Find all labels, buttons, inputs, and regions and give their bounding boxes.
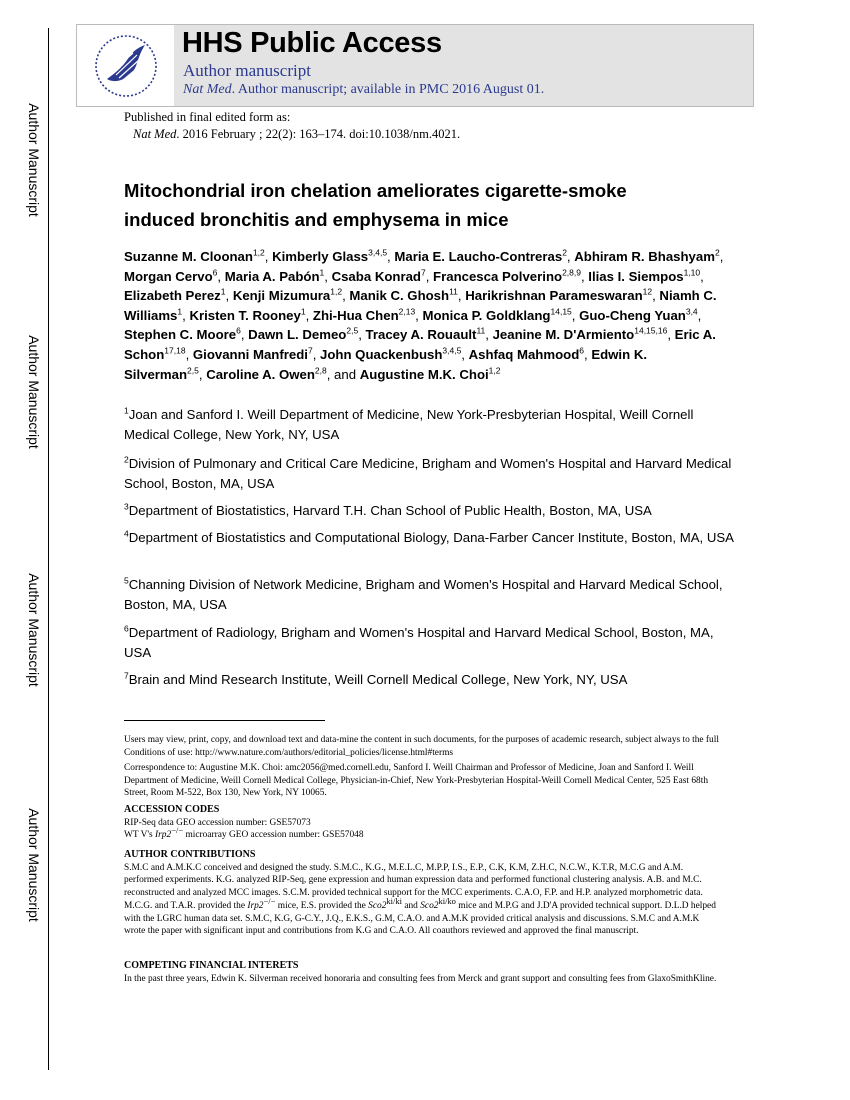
author-manuscript-label: Author manuscript — [183, 61, 311, 80]
author-affiliation-ref: 2 — [714, 247, 720, 258]
pmc-availability: Nat Med. Author manuscript; available in PMC 2016 August 01. — [183, 82, 545, 97]
footnote-divider — [124, 720, 325, 721]
author-affiliation-ref: 2 — [562, 247, 567, 258]
author-name: Niamh C. Williams — [124, 288, 717, 323]
author-affiliation-ref: 11 — [449, 286, 458, 297]
author-name: Abhiram R. Bhashyam — [574, 249, 715, 264]
author-affiliation-ref: 1 — [220, 286, 226, 297]
sidebar-label: Author Manuscript — [26, 335, 43, 449]
author-name: Morgan Cervo — [124, 268, 213, 284]
author-affiliation-ref: 17,18 — [164, 345, 186, 356]
affiliation-number: 1 — [124, 405, 129, 416]
author-affiliation-ref: 1 — [177, 306, 183, 317]
author-affiliation-ref: 1,2 — [252, 247, 265, 258]
author-name: Monica P. Goldklang — [422, 307, 551, 323]
author-name: Francesca Polverino — [433, 268, 563, 284]
published-info: Published in final edited form as: Nat Med. 2016 February ; 22(2): 163–174. doi:10.1038/nm.4021. — [124, 110, 461, 141]
author-affiliation-ref: 1 — [319, 267, 325, 278]
author-name: Tracey A. Rouault — [365, 327, 477, 343]
author-affiliation-ref: 7 — [420, 267, 426, 278]
competing-interests: COMPETING FINANCIAL INTERETS In the past three years, Edwin K. Silverman received honoraria and consulting fees from Merck and grant support and consulting fees from GlaxoSmithKline. — [124, 960, 717, 984]
author-affiliation-ref: 6 — [236, 325, 241, 336]
author-name: Kimberly Glass — [272, 249, 369, 264]
author-affiliation-ref: 2,13 — [398, 306, 416, 317]
author-affiliation-ref: 2,8 — [314, 365, 327, 376]
author-affiliation-ref: 11 — [476, 325, 486, 336]
author-contributions: AUTHOR CONTRIBUTIONS S.M.C and A.M.K.C conceived and designed the study. S.M.C., K.G., M.E.L.C, M.P.P, I.S., E.P., C.K, K.M, Z.H.C, N.C.W., K.T.R, M.C.G and A.M. performed experiments. K.G. analyzed RIP-Seq, gene expression and human expression data and performed functional clustering analysis. A.B. and M.C. reconstructed and analyzed MCC images. S.C.M. provided technical support for the MCC experiments. C.A.O, F.P. and H.P. analyzed morphometric data. M.C.G. and T.A.R. provided the Irp2−/− mice, E.S. provided the $Sco2^{ki/ki}$ and $Sco2^{ki/ko}$ mice and M.P.G and J.D'A provided technical support. D.L.D helped with the LGRC human data set. S.M.C, K.G, G-C.Y., J.Q., E.K.S., G.M, C.A.O. and A.M.K provided critical analysis and discussions. S.M.C and A.M.K wrote the paper with significant input and contributions from K.G and C.A.O. All coauthors reviewed and approved the final manuscript. — [124, 849, 716, 937]
author-affiliation-ref: 3,4,5 — [368, 247, 388, 258]
affiliation-number: 3 — [124, 501, 129, 512]
author-list: Suzanne M. Cloonan$^{1,2}$, Kimberly Glass$^{3,4,5}$, Maria E. Laucho-Contreras$^2$, Abhiram R. Bhashyam$^2$, Morgan Cervo$^6$, Maria A. Pabón$^1$, Csaba Konrad$^7$, Francesca Polverino$^{2,8,9}$, Ilias I. Siempos$^{1,10}$, Elizabeth Perez$^1$, Kenji Mizumura$^{1,2}$, Manik C. Ghosh$^{11}$, Harikrishnan Parameswaran$^{12}$, Niamh C. Williams$^1$, Kristen T. Rooney$^1$, Zhi-Hua Chen$^{2,13}$, Monica P. Goldklang$^{14,15}$, Guo-Cheng Yuan$^{3,4}$, Stephen C. Moore$^6$, Dawn L. Demeo$^{2,5}$, Tracey A. Rouault$^{11}$, Jeanine M. D'Armiento$^{14,15,16}$, Eric A. Schon$^{17,18}$, Giovanni Manfredi$^7$, John Quackenbush$^{3,4,5}$, Ashfaq Mahmood$^6$, Edwin K. Silverman$^{2,5}$, Caroline A. Owen$^{2,8}$, and Augustine M.K. Choi$^{1,2}$ — [124, 247, 724, 382]
author-affiliation-ref: 2,5 — [346, 325, 359, 336]
author-name: Suzanne M. Cloonan — [124, 249, 253, 264]
author-affiliation-ref: 3,4 — [685, 306, 698, 317]
author-name: Kenji Mizumura — [232, 288, 331, 304]
hhs-title: HHS Public Access — [182, 27, 442, 59]
affiliation — [124, 501, 734, 521]
affiliation-text: Department of Biostatistics and Computational Biology, Dana-Farber Cancer Institute, Boston, MA, USA — [128, 530, 734, 545]
author-affiliation-ref: 2,5 — [187, 365, 199, 376]
author-affiliation-ref: 1,2 — [488, 365, 501, 376]
affiliation-number: 2 — [124, 454, 129, 465]
author-affiliation-ref: 14,15,16 — [634, 325, 668, 336]
sidebar-label: Author Manuscript — [26, 808, 43, 922]
author-name: Giovanni Manfredi — [192, 346, 308, 362]
author-name: Harikrishnan Parameswaran — [465, 288, 643, 304]
author-name: Zhi-Hua Chen — [312, 307, 399, 323]
author-name: John Quackenbush — [320, 346, 443, 362]
affiliation-number: 5 — [124, 575, 129, 586]
author-affiliation-ref: 12 — [642, 286, 653, 297]
author-name: Stephen C. Moore — [124, 327, 237, 343]
author-name: Dawn L. Demeo — [248, 327, 347, 343]
author-affiliation-ref: 1,2 — [330, 286, 343, 297]
author-affiliation-ref: 2,8,9 — [562, 267, 581, 278]
sidebar-label: Author Manuscript — [26, 573, 43, 687]
affiliation — [124, 623, 734, 662]
author-affiliation-ref: 3,4,5 — [442, 345, 462, 356]
author-name: Eric A. Schon — [124, 327, 716, 362]
affiliation — [124, 575, 734, 614]
author-name: Guo-Cheng Yuan — [579, 307, 686, 323]
author-name: Kristen T. Rooney — [189, 307, 301, 323]
affiliation-text: Brain and Mind Research Institute, Weill Cornell Medical College, New York, NY, USA — [128, 672, 628, 687]
author-affiliation-ref: 6 — [212, 267, 218, 278]
author-name: Jeanine M. D'Armiento — [492, 327, 635, 343]
affiliation-number: 6 — [124, 623, 129, 634]
affiliation — [124, 528, 734, 548]
author-name: Maria A. Pabón — [224, 268, 320, 284]
article-title: Mitochondrial iron chelation ameliorates cigarette-smoke induced bronchitis and emphysema in mice — [124, 180, 627, 230]
affiliation-number: 4 — [124, 528, 129, 539]
affiliation-number: 7 — [124, 670, 129, 681]
author-affiliation-ref: 1 — [300, 306, 306, 317]
author-name: Maria E. Laucho-Contreras — [394, 249, 563, 264]
author-name: Elizabeth Perez — [124, 288, 221, 304]
author-name: Ilias I. Siempos — [588, 268, 684, 284]
affiliation-text: Department of Biostatistics, Harvard T.H. Chan School of Public Health, Boston, MA, USA — [128, 503, 652, 518]
affiliation — [124, 670, 734, 690]
sidebar-label: Author Manuscript — [26, 103, 43, 217]
affiliation-text: Department of Radiology, Brigham and Women's Hospital and Harvard Medical School, Boston, MA, USA — [124, 625, 714, 660]
usage-notice: Users may view, print, copy, and download text and data-mine the content in such documents, for the purposes of academic research, subject always to the full Conditions of use: http://www.nature.com/authors/editorial_policies/license.html#terms — [124, 735, 719, 758]
author-name: Augustine M.K. Choi — [359, 366, 489, 382]
author-affiliation-ref: 6 — [579, 345, 584, 356]
author-name: Manik C. Ghosh — [349, 288, 450, 304]
author-affiliation-ref: 14,15 — [550, 306, 572, 317]
hhs-eagle-logo — [77, 25, 174, 106]
affiliation-text: Channing Division of Network Medicine, Brigham and Women's Hospital and Harvard Medical School, Boston, MA, USA — [124, 577, 723, 612]
author-name: Ashfaq Mahmood — [468, 346, 580, 362]
author-name: Edwin K. Silverman — [124, 346, 648, 382]
affiliation — [124, 405, 734, 444]
affiliation-text: Division of Pulmonary and Critical Care Medicine, Brigham and Women's Hospital and Harvard Medical School, Boston, MA, USA — [124, 456, 732, 491]
affiliation-text: Joan and Sanford I. Weill Department of Medicine, New York-Presbyterian Hospital, Weill Cornell Medical College, New York, NY, USA — [124, 407, 694, 442]
hhs-header — [76, 24, 754, 107]
correspondence: Correspondence to: Augustine M.K. Choi: amc2056@med.cornell.edu, Sanford I. Weill Chairman and Professor of Medicine, Joan and Sanford I. Weill Department of Medicine, Weill Cornell Medical College, Physician-in-Chief, New York-Presbyterian Hospital-Weill Cornell Medical Center, 525 East 68th Street, Room M-522, Box 130, New York, NY 10065. — [124, 763, 709, 799]
author-affiliation-ref: 1,10 — [683, 267, 701, 278]
author-name: Caroline A. Owen — [206, 366, 315, 382]
author-affiliation-ref: 7 — [307, 345, 313, 356]
affiliation — [124, 454, 734, 493]
accession-codes: ACCESSION CODES RIP-Seq data GEO accession number: GSE57073 WT V's Irp2−/− microarray GEO accession number: GSE57048 — [124, 804, 364, 841]
author-name: Csaba Konrad — [331, 268, 421, 284]
